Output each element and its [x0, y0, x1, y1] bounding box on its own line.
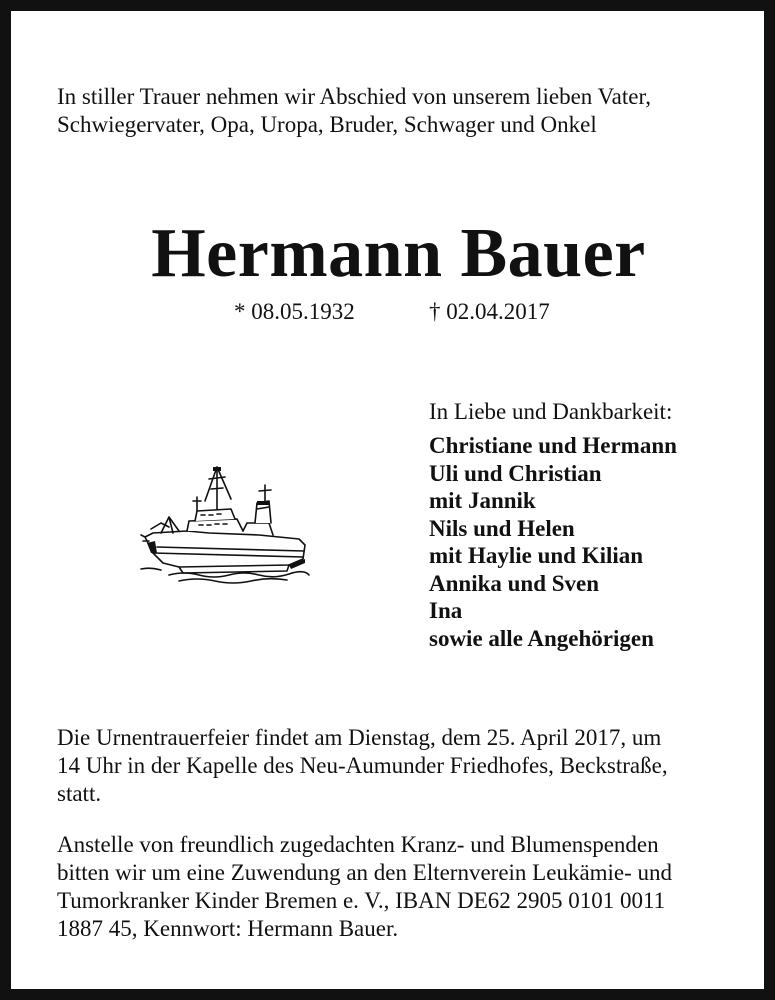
donation-text [57, 831, 747, 943]
mourner-name: Ina [429, 598, 463, 623]
mourner-name: Annika und Sven [429, 570, 600, 596]
intro-line: In stiller Trauer nehmen wir Abschied von unserem lieben Vater, [57, 84, 651, 109]
donation-line: 1887 45, Kennwort: Hermann Bauer. [57, 916, 399, 941]
mourner-name: Nils und Helen [429, 515, 575, 541]
ceremony-line: statt. [57, 781, 102, 806]
intro-line: Schwiegervater, Opa, Uropa, Bruder, Schwager und Onkel [57, 112, 597, 137]
mourner-name: Uli und Christian [429, 460, 602, 486]
mourner-name: Christiane und Hermann [429, 433, 677, 458]
ship-icon [139, 461, 314, 589]
mourner-name: sowie alle Angehörigen [429, 625, 654, 651]
donation-line: Anstelle von freundlich zugedachten Kranz- und Blumenspenden [57, 832, 659, 857]
mourners-list [429, 432, 677, 652]
mourner-name: mit Jannik [429, 488, 536, 513]
donation-line: Tumorkranker Kinder Bremen e. V., IBAN DE62 2905 0101 0011 [57, 888, 666, 913]
intro-text [57, 83, 757, 139]
donation-line: bitten wir um eine Zuwendung an den Elternverein Leukämie- und [57, 860, 673, 885]
ceremony-line: Die Urnentrauerfeier findet am Dienstag, dem 25. April 2017, um [57, 725, 662, 750]
birth-date: * 08.05.1932 [234, 299, 355, 324]
ceremony-line: 14 Uhr in der Kapelle des Neu-Aumunder Friedhofes, Beckstraße, [57, 753, 668, 778]
deceased-name: Hermann Bauer [151, 215, 646, 292]
ceremony-text [57, 724, 747, 808]
mourner-name: mit Haylie und Kilian [429, 543, 644, 568]
death-date: † 02.04.2017 [429, 299, 550, 324]
mourners-heading: In Liebe und Dankbarkeit: [429, 399, 673, 424]
